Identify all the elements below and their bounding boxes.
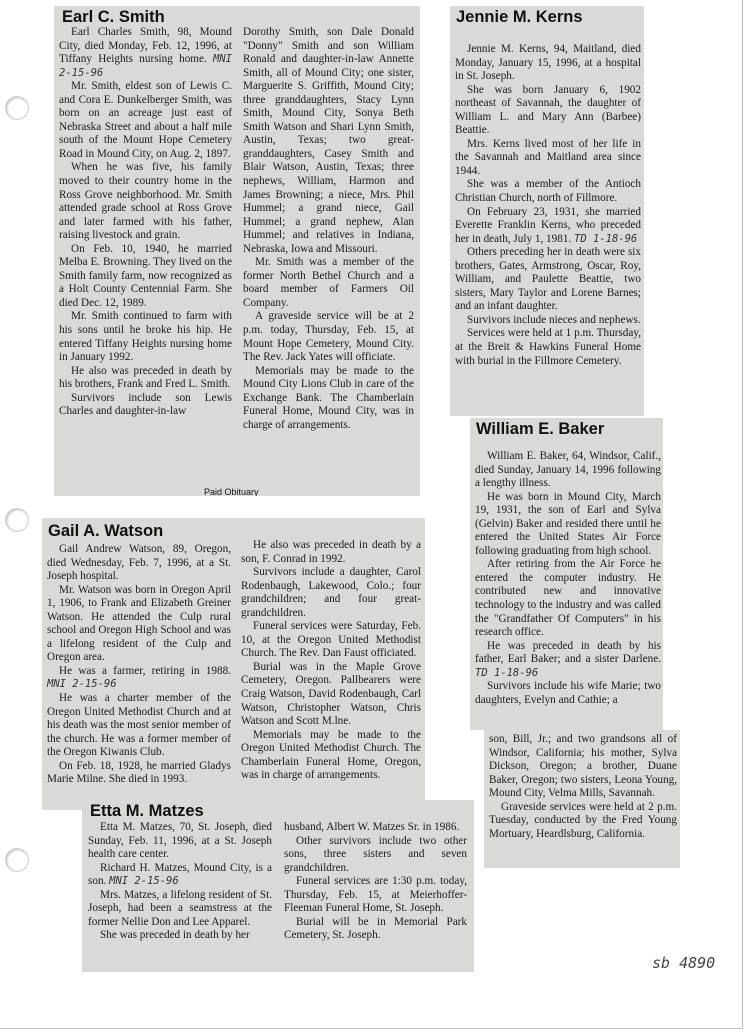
paragraph: After retiring from the Air Force he entered the computer industry. He contributed new and innovative technology to the industry and was called the "Grandfather Of Computers" in his research office. xyxy=(475,558,661,639)
handwritten-note: MNI 2-15-96 xyxy=(59,53,232,79)
paragraph: Burial will be in Memorial Park Cemetery, St. Joseph. xyxy=(284,915,467,942)
paragraph-text: Earl Charles Smith, 98, Mound City, died Monday, Feb. 12, 1996, at Tiffany Heights nursing home. xyxy=(59,26,232,66)
obituary-gail-watson xyxy=(42,518,425,810)
paragraph xyxy=(47,665,231,692)
paid-obituary-caption: Paid Obituary xyxy=(204,487,259,496)
obituary-column xyxy=(475,450,661,707)
paragraph: Survivors include son Lewis Charles and daughter-in-law xyxy=(59,391,232,418)
paragraph: He was a charter member of the Oregon United Methodist Church and at his death was the most senior member of the church. He was a former member of the Oregon Kiwanis Club. xyxy=(47,692,231,759)
paragraph: He was born in Mound City, March 19, 1931, the son of Earl and Sylva (Gelvin) Baker and resided there until he entered the United States Air Force following graduating from high school. xyxy=(475,490,661,557)
catalog-number: sb 4890 xyxy=(652,954,716,972)
handwritten-note: TD 1-18-96 xyxy=(475,666,539,679)
paragraph: When he was five, his family moved to their country home in the Ross Grove neighborhood. Mr. Smith attended grade school at Ross Grove and later farmed with his father, raising livestock and grain. xyxy=(59,161,232,242)
paragraph-text: He was a farmer, retiring in 1988. xyxy=(59,664,231,677)
paragraph: Jennie M. Kerns, 94, Maitland, died Monday, January 15, 1996, at a hospital in St. Joseph. xyxy=(455,43,641,83)
paragraph: Mr. Smith was a member of the former North Bethel Church and a board member of Farmers Oil Company. xyxy=(243,256,414,309)
paragraph: Funeral services were Saturday, Feb. 10, at the Oregon United Methodist Church. The Rev. Dan Faust officiated. xyxy=(241,620,421,660)
obituary-column xyxy=(284,821,467,943)
paragraph: Services were held at 1 p.m. Thursday, at the Breit & Hawkins Funeral Home with burial in the Fillmore Cemetery. xyxy=(455,327,641,367)
paragraph xyxy=(475,640,661,681)
paragraph xyxy=(59,26,232,80)
obituary-column xyxy=(59,26,232,419)
paragraph: Funeral services are 1:30 p.m. today, Thursday, Feb. 15, at Meierhoffer-Fleeman Funeral Home, St. Joseph. xyxy=(284,875,467,915)
obituary-title: Etta M. Matzes xyxy=(90,802,204,820)
paragraph-text: Richard H. Matzes, Mound City, is a son. xyxy=(88,861,272,888)
paragraph: husband, Albert W. Matzes Sr. in 1986. xyxy=(284,821,460,833)
paragraph: Survivors include a daughter, Carol Rodenbaugh, Lakewood, Colo.; four grandchildren; and four great-grandchildren. xyxy=(241,566,421,619)
paragraph xyxy=(88,862,272,889)
paragraph: Survivors include his wife Marie; two daughters, Evelyn and Cathie; a xyxy=(475,680,661,706)
paragraph: William E. Baker, 64, Windsor, Calif., died Sunday, January 14, 1996 following a lengthy illness. xyxy=(475,450,661,490)
obituary-etta-matzes xyxy=(82,800,474,972)
obituary-william-baker xyxy=(470,418,663,730)
paragraph xyxy=(455,206,641,247)
paragraph: He also was preceded in death by his brothers, Frank and Fred L. Smith. xyxy=(59,364,232,391)
paragraph-text: He was preceded in death by his father, Earl Baker; and a sister Darlene. xyxy=(475,639,661,666)
paragraph: Mr. Smith continued to farm with his sons until he broke his hip. He entered Tiffany Heights nursing home in January 1992. xyxy=(59,310,232,364)
paragraph: She was preceded in death by her xyxy=(100,929,250,942)
obituary-william-baker-continued xyxy=(484,730,680,868)
obituary-column xyxy=(455,43,641,368)
punch-hole xyxy=(5,508,29,532)
paragraph: Gail Andrew Watson, 89, Oregon, died Wednesday, Feb. 7, 1996, at a St. Joseph hospital. xyxy=(47,543,231,583)
paragraph-text: On February 23, 1931, she married Everette Franklin Kerns, who preceded her in death, July 1, 1981. xyxy=(455,205,641,245)
paragraph: Dorothy Smith, son Dale Donald "Donny" Smith and son William Ronald and daughter-in-law Annette Smith, all of Mound City; one sister, Marguerite S. Griffith, Mound City; three granddaughters, Stacy Lynn Smith, Mound City, Sonya Beth Smith Watson and Shari Lynn Smith, Austin, Texas; two great-granddaughters, Casey Smith and Blair Watson, Austin, Texas; three nephews, William, Harmon and James Browning; a niece, Mrs. Phil Hummel; a grand niece, Gail Hummel; a grand nephew, Alan Hummel; and relatives in Indiana, Nebraska, Iowa and Missouri. xyxy=(243,26,414,255)
paragraph: He also was preceded in death by a son, F. Conrad in 1992. xyxy=(241,539,421,565)
paragraph: Survivors include nieces and nephews. xyxy=(467,313,641,326)
paragraph: Mrs. Kerns lived most of her life in the Savannah and Maitland area since 1944. xyxy=(455,137,641,177)
obituary-column xyxy=(243,26,414,432)
handwritten-note: TD 1-18-96 xyxy=(574,232,638,245)
paragraph: Mr. Smith, eldest son of Lewis C. and Cora E. Dunkelberger Smith, was born on an acreage just east of Nebraska Street and about a half mile south of the Mount Hope Cemetery Road in Mound City, on Aug. 2, 1897. xyxy=(59,80,232,160)
paragraph: Burial was in the Maple Grove Cemetery, Oregon. Pallbearers were Craig Watson, David Rodenbaugh, Carl Watson, Christopher Watson, Chris Watson and Scott M.lne. xyxy=(241,660,421,728)
handwritten-note: MNI 2-15-96 xyxy=(47,678,117,691)
paragraph: Graveside services were held at 2 p.m. Tuesday, conducted by the Fred Young Mortuary, Heardlsburg, California. xyxy=(489,800,677,840)
obituary-column xyxy=(489,733,677,841)
paragraph: On Feb. 10, 1940, he married Melba E. Browning. They lived on the Smith family farm, now recognized as a Holt County Centennial Farm. She died Dec. 12, 1989. xyxy=(59,242,232,309)
obituary-title: Gail A. Watson xyxy=(48,522,164,540)
handwritten-note: MNI 2-15-96 xyxy=(109,875,179,888)
obituary-jennie-kerns xyxy=(450,6,644,416)
paragraph: Mrs. Matzes, a lifelong resident of St. Joseph, had been a seamstress at the former Nellie Don and Lee Apparel. xyxy=(88,888,272,928)
paragraph: Others preceding her in death were six brothers, Gates, Armstrong, Oscar, Roy, William, and Paulette Beattie, two sisters, Mary Taylor and Lorene Barnes; and an infant daughter. xyxy=(455,246,641,313)
paragraph: son, Bill, Jr.; and two grandsons all of Windsor, California; his mother, Sylva Dickson, Oregon; a brother, Duane Baker, Oregon; two sisters, Leona Young, Mound City, Velma Mills, Savannah. xyxy=(489,733,677,800)
paragraph: On Feb. 18, 1928, he married Gladys Marie Milne. She died in 1993. xyxy=(47,759,231,786)
paragraph: Other survivors include two other sons, three sisters and seven grandchildren. xyxy=(284,834,467,874)
obituary-title: Jennie M. Kerns xyxy=(456,8,583,26)
paragraph: She was born January 6, 1902 northeast of Savannah, the daughter of William L. and Mary Ann (Barbee) Beattie. xyxy=(455,83,641,137)
obituary-earl-smith xyxy=(54,6,420,496)
punch-hole xyxy=(5,848,29,872)
obituary-column xyxy=(47,543,231,787)
paragraph: Etta M. Matzes, 70, St. Joseph, died Sunday, Feb. 11, 1996, at a St. Joseph health care center. xyxy=(88,821,272,861)
punch-hole xyxy=(5,96,29,120)
paragraph: Memorials may be made to the Oregon United Methodist Church. The Chamberlain Funeral Home, Oregon, was in charge of arrangements. xyxy=(241,728,421,782)
obituary-title: Earl C. Smith xyxy=(62,8,165,26)
obituary-title: William E. Baker xyxy=(476,420,605,438)
paragraph: She was a member of the Antioch Christian Church, north of Fillmore. xyxy=(455,178,641,205)
paragraph: Mr. Watson was born in Oregon April 1, 1906, to Frank and Elizabeth Greiner Watson. He attended the Culp rural school and Oregon High School and was a lifelong resident of the Culp and Oregon area. xyxy=(47,583,231,664)
paragraph: Memorials may be made to the Mound City Lions Club in care of the Exchange Bank. The Chamberlain Funeral Home, Mound City, was in charge of arrangements. xyxy=(243,364,414,431)
paragraph: A graveside service will be at 2 p.m. today, Thursday, Feb. 15, at Mount Hope Cemetery, Mound City. The Rev. Jack Yates will officiate. xyxy=(243,310,414,364)
obituary-column xyxy=(88,821,272,943)
obituary-column xyxy=(241,539,421,783)
